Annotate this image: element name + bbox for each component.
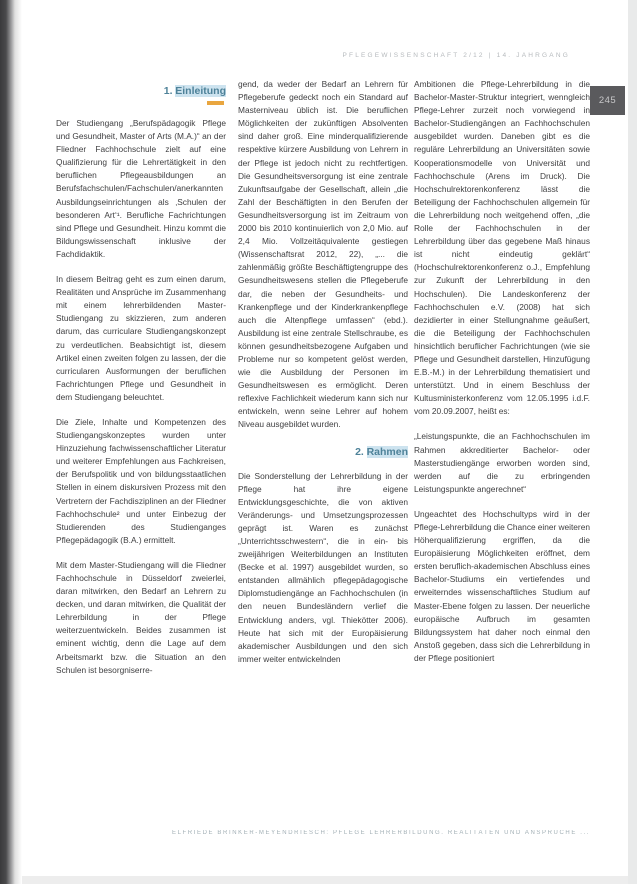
page-number-badge: 245 — [590, 86, 625, 115]
paragraph: Die Ziele, Inhalte und Kompetenzen des Studiengangskonzeptes wurden unter Hinzuziehung fachwissenschaftlicher Literatur und weiterer Empfehlungen aus Fachkreisen, der Berufspolitik und von bildungsstaatlichen Stellen in einem diskursiven Prozess mit den Vertretern der Fachdisziplinen an der Fliedner Fachhochschule² und unter Einbezug der Studierenden des Studienganges Pflegepädagogik (B.A.) ermittelt. — [56, 416, 226, 545]
paragraph: „Leistungspunkte, die an Fachhochschulen im Rahmen akkreditierter Bachelor- oder Masterstudiengänge erworben worden sind, werden auf die zu erbringenden Leistungspunkte angerechnet“ — [414, 431, 590, 494]
paragraph: In diesem Beitrag geht es zum einen darum, Realitäten und Ansprüche im Zusammenhang mit einem lehrerbildenden Master-Studiengang zu skizzieren, zum anderen darum, das curriculare Studiengangskonzept zu verdeutlichen. Beabsichtigt ist, diesem Artikel einen zweiten folgen zu lassen, der die curricularen Ausformungen der beruflichen Fachrichtungen Pflege und Gesundheit in dem Studiengang beleuchtet. — [56, 274, 226, 402]
text-column-1 — [56, 85, 226, 827]
section-number: 1. — [163, 85, 173, 97]
section-title: Rahmen — [366, 445, 408, 458]
paragraph: Ambitionen die Pflege-Lehrerbildung in die Bachelor-Master-Struktur integriert, wenngleich Pflege-Lehrer zurzeit noch vorwiegend in Bachelor-Studiengängen an Fachhochschulen ausgebildet wurden. Daneben gibt es die reguläre Lehrerbildung an Universitäten sowie Kooperationsmodelle von Universität und Fachhochschule (Arens im Druck). Die Hochschulrektorenkonferenz lässt die Beteiligung der Fachhochschulen allgemein für die Lehrerbildung noch weitgehend offen, „die Rolle der Fachhochschulen in der Lehrerbildung über das gegebene Maß hinaus ist nicht eindeutig geklärt“ (Hochschulrektorenkonferenz o.J., Empfehlung zur Zukunft der Lehrerbildung in den Hochschulen). Die Landeskonferenz der Fachhochschulen e.V. (2008) hat sich dezidierter in einer Stellungnahme geäußert, die die Beteiligung der Fachhochschulen hinsichtlich beruflicher Fachrichtungen (wie sie Pflege und Gesundheit darstellen, Hinzufügung E.B.-M.) in der Lehrerbildung thematisiert und unterstützt. Und in einem Beschluss der Kultusministerkonferenz vom 12.05.1995 i.d.F. vom 20.09.2007, heißt es: — [414, 79, 590, 417]
text-column-2 — [238, 78, 408, 826]
paragraph: gend, da weder der Bedarf an Lehrern für Pflegeberufe gedeckt noch ein Standard auf Masterniveau üblich ist. Die beruflichen Möglichkeiten der zukünftigen Absolventen sind daher groß. Eine minderqualifizierende respektive kürzere Ausbildung von Lehrern in der Pflege ist jedoch nicht zu rechtfertigen. Die Gesundheitsversorgung ist eine zentrale Zukunftsaufgabe der Gesellschaft, allein „die Zahl der Beschäftigten in den Berufen der Gesundheitsversorgung ist im Zeitraum von 2000 bis 2010 kontinuierlich von 2,0 Mio. auf 2,4 Mio. Vollzeitäquivalente gestiegen (Wissenschaftsrat 2012, 22), „... die zahlenmäßig größte Beschäftigtengruppe des Gesundheitswesens stellen die Pflegeberufe dar, die neben der Gesundheits- und Krankenpflege und der Kinderkrankenpflege auch die Altenpflege umfassen“ (ebd.). Ausbildung ist eine zentrale Stellschraube, es können gesundheitsbezogene Aufgaben und Probleme nur so kompetent gelöst werden, wie die Ausbildung der Personen im Gesundheitswesen es ermöglicht. Deren reflexive Fachlichkeit wiederum kann sich nur entwickeln, wenn seine Lehrer auf hohem Niveau ausgebildet wurden. — [238, 79, 408, 430]
paragraph: Ungeachtet des Hochschultyps wird in der Pflege-Lehrerbildung die Chance einer weiteren Höherqualifizierung ergriffen, da die Europäisierung Möglichkeiten eröffnet, dem ersten beruflich-akademischen Abschluss eines Bachelor-Studiums ein vertiefendes und erweiterndes wissenschaftliches Studium auf Master-Ebene folgen zu lassen. Der neuerliche europäische Aufbruch im gesamten Bildungssystem hat daher noch einmal den Anstoß gegeben, dass sich die Lehrerbildung in der Pflege positioniert — [414, 508, 590, 663]
orange-accent-mark — [207, 101, 224, 105]
page-edge-right — [628, 0, 637, 884]
paragraph: Die Sonderstellung der Lehrerbildung in der Pflege hat ihre eigene Entwicklungsgeschichte, die von aktiven Veränderungs- und Umsetzungsprozessen geprägt ist. Waren es zunächst „Unterrichtsschwestern“, die in ein- bis zweijährigen Weiterbildungen an Instituten (Becke et al. 1997) ausgebildet wurden, so entstanden allmählich pflegepädagogische Diplomstudiengänge an Fachhochschulen (in den neuen Bundesländern verlief die Entwicklung anders, vgl. Thiekötter 2006). Heute hat sich mit der Europäisierung akademischer Ausbildungen und den sich immer weiter entwickelnden — [238, 470, 408, 664]
page-edge-bottom — [22, 876, 628, 884]
scan-spine-shadow — [0, 0, 22, 884]
article-running-footer: ELFRIEDE BRINKER-MEYENDRIESCH: PFLEGE LEHRERBILDUNG. REALITÄTEN UND ANSPRÜCHE ... — [172, 830, 590, 836]
text-column-3 — [414, 78, 590, 826]
section-number: 2. — [355, 445, 364, 458]
section-title: Einleitung — [175, 85, 226, 97]
journal-running-header: PFLEGEWISSENSCHAFT 2/12 | 14. JAHRGANG — [342, 52, 570, 59]
section-heading-rahmen — [238, 446, 408, 458]
section-heading-einleitung — [56, 85, 226, 97]
paragraph: Der Studiengang „Berufspädagogik Pflege und Gesundheit, Master of Arts (M.A.)“ an der Fliedner Fachhochschule zielt auf eine Qualifizierung für die Lehrertätigkeit in den beruflichen Pflegeausbildungen an Berufsfachschulen/Fachschulen/anerkannten Ausbildungseinrichtungen als ‚Schulen der besonderen Art‘¹. Berufliche Fachrichtungen sind Pflege und Gesundheit. Hinzu kommt die Bildungswissenschaft inklusive der Fachdidaktik. — [56, 118, 226, 259]
paragraph: Mit dem Master-Studiengang will die Fliedner Fachhochschule in Düsseldorf zweierlei, daran mitwirken, den Bedarf an Lehrern zu decken, und daran mitwirken, die Qualität der Lehrerbildung in der Pflege weiterzuentwickeln. Beides zusammen ist eminent wichtig, denn die Lage auf dem Arbeitsmarkt bzw. die Situation an den Schulen ist besorgniserre- — [56, 559, 226, 675]
